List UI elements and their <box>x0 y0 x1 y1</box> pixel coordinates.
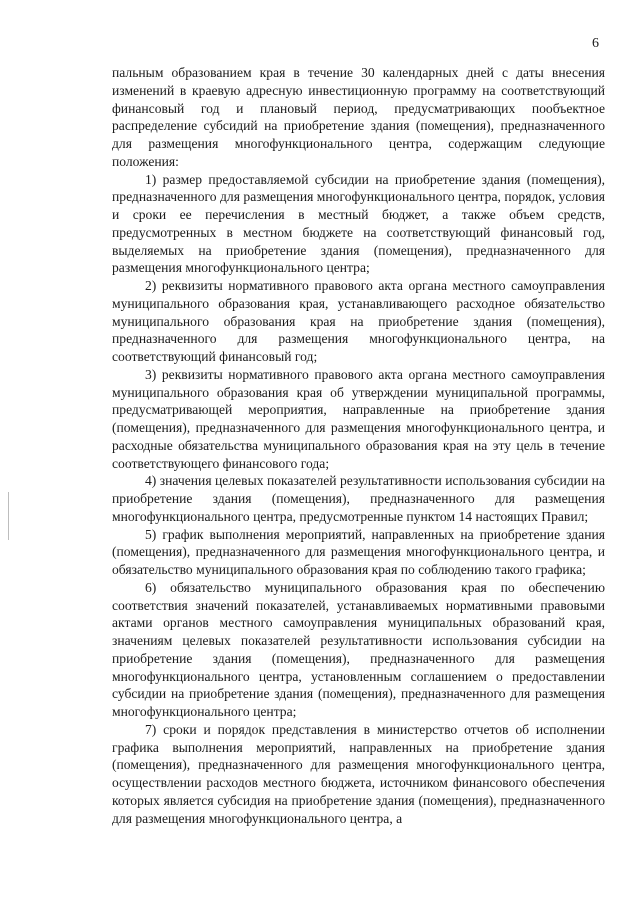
paragraph-intro: пальным образованием края в течение 30 календарных дней с даты внесения изменений в краевую адресную инвестиционную программу на соответствующий финансовый год и плановый период, предусматривающих пообъектное распределение субсидий на приобретение здания (помещения), предназначенного для размещения многофункционального центра, содержащим следующие положения: <box>112 65 605 169</box>
list-item-7: 7) сроки и порядок представления в министерство отчетов об исполнении графика выполнения мероприятий, направленных на приобретение здания (помещения), предназначенного для размещения многофункционального центра, осуществлении расходов местного бюджета, источником финансового обеспечения которых является субсидия на приобретение здания (помещения), предназначенного для размещения многофункционального центра, а <box>112 721 605 826</box>
scan-edge-mark <box>8 492 9 540</box>
list-item-4: 4) значения целевых показателей результативности использования субсидии на приобретение здания (помещения), предназначенного для размещения многофункционального центра, предусмотренные пунктом 14 настоящих Правил; <box>112 473 605 524</box>
list-item-5: 5) график выполнения мероприятий, направленных на приобретение здания (помещения), предназначенного для размещения многофункционального центра, и обязательство муниципального образования края по соблюдению такого графика; <box>112 526 605 577</box>
list-item-3: 3) реквизиты нормативного правового акта органа местного самоуправления муниципального образования края об утверждении муниципальной программы, предусматривающей мероприятия, направленные на приобретение здания (помещения), предназначенного для размещения многофункционального центра, и расходные обязательства муниципального образования края на эту цель в течение соответствующего финансового года; <box>112 366 605 471</box>
list-item-2: 2) реквизиты нормативного правового акта органа местного самоуправления муниципального образования края, устанавливающего расходное обязательство муниципального образования края на приобретение здания (помещения), предназначенного для размещения многофункционального центра, на соответствующий финансовый год; <box>112 278 605 364</box>
list-item-6: 6) обязательство муниципального образования края по обеспечению соответствия значений показателей, устанавливаемых нормативными правовыми актами органов местного самоуправления муниципальных образований края, значениям целевых показателей результативности использования субсидии на приобретение здания (помещения), предназначенного для размещения многофункционального центра, установленным соглашением о предоставлении субсидии на приобретение здания (помещения), предназначенного для размещения многофункционального центра; <box>112 579 605 719</box>
document-body <box>112 64 605 827</box>
list-item-1: 1) размер предоставляемой субсидии на приобретение здания (помещения), предназначенного для размещения многофункционального центра, порядок, условия и сроки ее перечисления в местный бюджет, а также объем средств, предусмотренных в местном бюджете на соответствующий финансовый год, выделяемых на приобретение здания (помещения), предназначенного для размещения многофункционального центра; <box>112 171 605 276</box>
page-number: 6 <box>592 36 599 51</box>
